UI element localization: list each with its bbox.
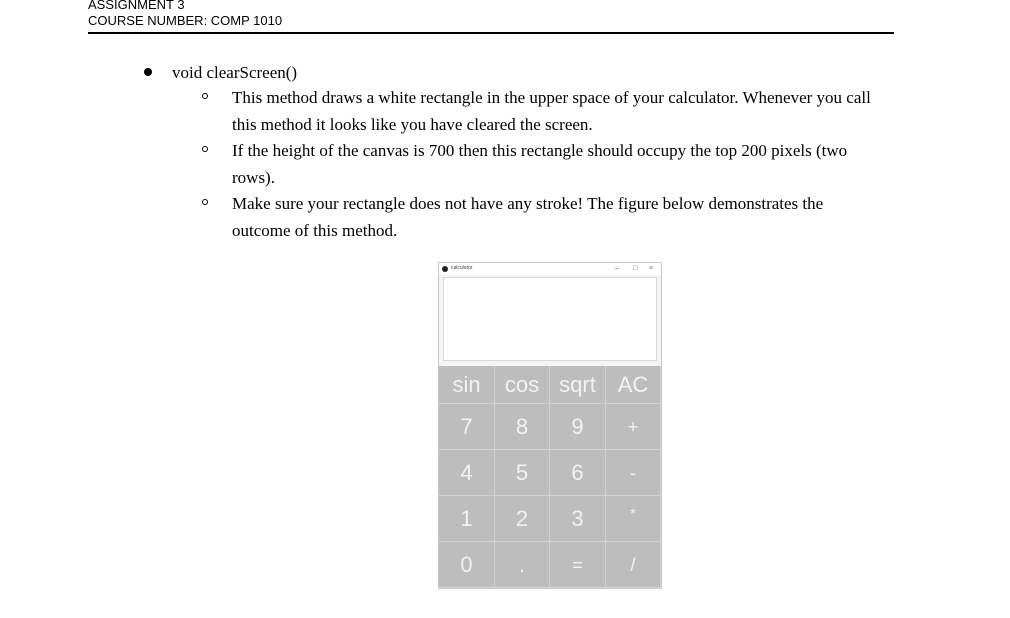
sub-point-text: If the height of the canvas is 700 then this rectangle should occupy the top 200 pixels (two rows). — [232, 141, 848, 187]
key-minus[interactable]: - — [606, 450, 661, 496]
key-1[interactable]: 1 — [439, 496, 495, 542]
key-divide[interactable]: / — [606, 542, 661, 588]
key-sqrt[interactable]: sqrt — [550, 366, 606, 404]
method-signature: void clearScreen() — [172, 63, 298, 82]
sub-point-text: This method draws a white rectangle in the upper space of your calculator. Whenever you call this method it looks like you have cleared the screen. — [232, 88, 871, 134]
key-plus[interactable]: + — [606, 404, 661, 450]
key-0[interactable]: 0 — [439, 542, 495, 588]
key-8[interactable]: 8 — [495, 404, 550, 450]
sub-point-text: Make sure your rectangle does not have any stroke! The figure below demonstrates the outcome of this method. — [232, 194, 824, 240]
circle-bullet-icon — [202, 199, 208, 205]
calculator-window-title: calculator — [451, 265, 473, 271]
app-icon — [442, 266, 448, 272]
assignment-label: ASSIGNMENT 3 — [88, 0, 185, 12]
key-cos[interactable]: cos — [495, 366, 550, 404]
bullet-icon — [144, 68, 152, 76]
key-6[interactable]: 6 — [550, 450, 606, 496]
key-3[interactable]: 3 — [550, 496, 606, 542]
close-icon[interactable]: × — [649, 265, 654, 272]
key-ac[interactable]: AC — [606, 366, 661, 404]
minimize-icon[interactable]: – — [615, 265, 619, 272]
calculator-figure — [438, 262, 662, 589]
key-multiply[interactable]: * — [606, 496, 661, 542]
circle-bullet-icon — [202, 146, 208, 152]
key-4[interactable]: 4 — [439, 450, 495, 496]
key-5[interactable]: 5 — [495, 450, 550, 496]
header-rule — [88, 32, 894, 34]
calculator-keypad — [439, 366, 661, 588]
maximize-icon[interactable]: □ — [633, 265, 638, 272]
key-equals[interactable]: = — [550, 542, 606, 588]
key-9[interactable]: 9 — [550, 404, 606, 450]
calculator-titlebar — [439, 263, 661, 275]
circle-bullet-icon — [202, 93, 208, 99]
course-number: COURSE NUMBER: COMP 1010 — [88, 13, 283, 28]
key-2[interactable]: 2 — [495, 496, 550, 542]
key-sin[interactable]: sin — [439, 366, 495, 404]
calculator-screen — [443, 277, 657, 361]
key-7[interactable]: 7 — [439, 404, 495, 450]
key-decimal[interactable]: . — [495, 542, 550, 588]
document-header — [88, 0, 894, 29]
